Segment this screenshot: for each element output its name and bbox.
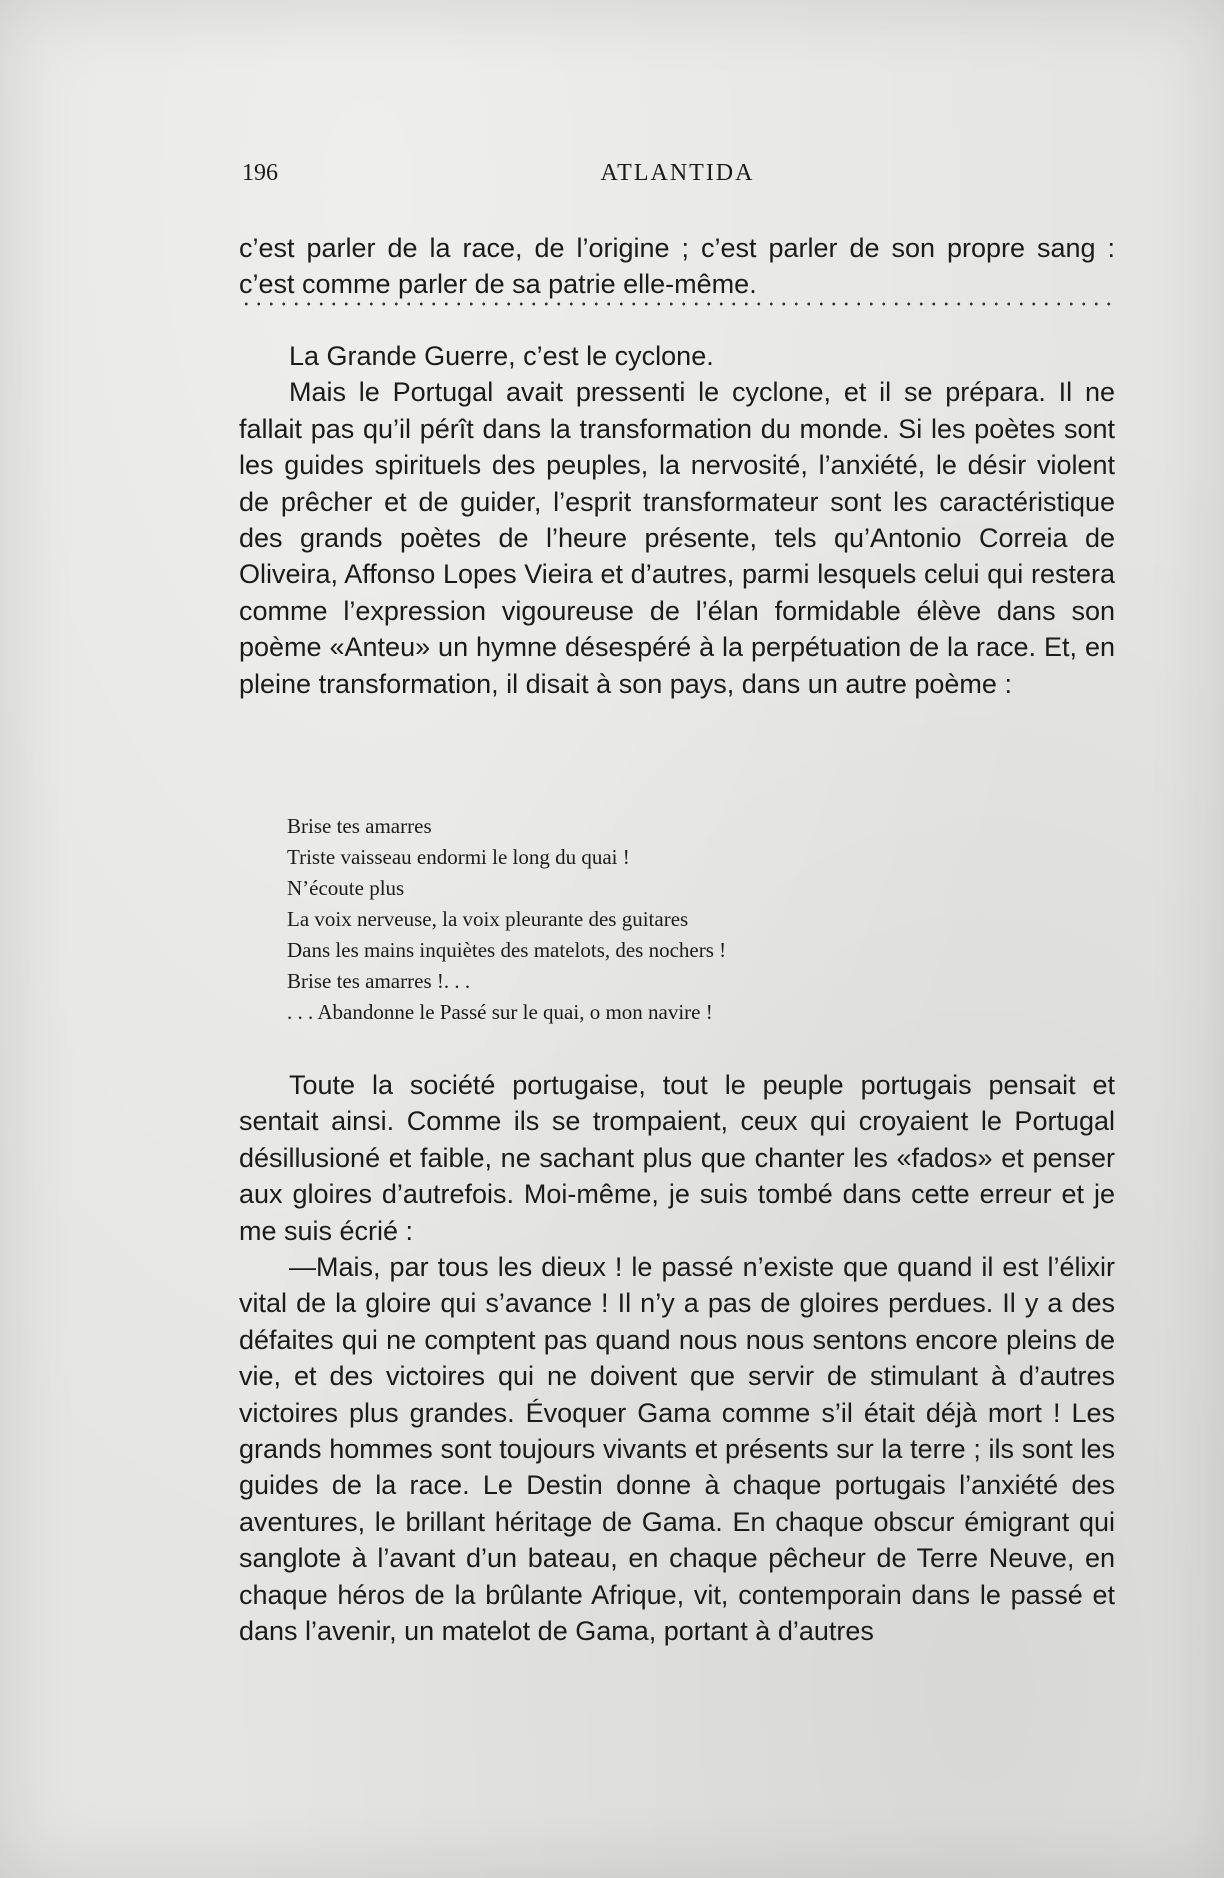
- paragraph-portugal: Mais le Portugal avait pressenti le cyclone, et il se prépara. Il ne fallait pas qu’il pérît dans la transformation du monde. Si les poètes sont les guides spirituels des peuples, la nervosité, l’anxiété, le désir violent de prêcher et de guider, l’esprit transformateur sont les caractéristique des grands poètes de l’heure présente, tels qu’Antonio Correia de Oliveira, Affonso Lopes Vieira et d’autres, parmi lesquels celui qui restera comme l’expression vigoureuse de l’élan formidable élève dans son poème «Anteu» un hymne désespéré à la perpétuation de la race. Et, en pleine transformation, il disait à son pays, dans un autre poème :: [239, 377, 1115, 699]
- page-header: [240, 160, 1115, 196]
- poem-quotation: [287, 811, 987, 1028]
- paragraph-societe: Toute la société portugaise, tout le peuple portugais pensait et sentait ainsi. Comme ils se trompaient, ceux qui croyaient le Portugal désillusioné et faible, ne sachant plus que chanter les «fados» et penser aux gloires d’autrefois. Moi-même, je suis tombé dans cette erreur et je me suis écrié :: [239, 1070, 1115, 1246]
- closing-text-section: [239, 1067, 1115, 1650]
- running-title: ATLANTIDA: [600, 160, 755, 186]
- poem-line: . . . Abandonne le Passé sur le quai, o mon navire !: [287, 1000, 713, 1024]
- paragraph-continuation: c’est parler de la race, de l’origine ; c’est parler de son propre sang : c’est comme parler de sa patrie elle-même.: [239, 233, 1115, 300]
- paragraph-grande-guerre: La Grande Guerre, c’est le cyclone.: [289, 341, 714, 371]
- poem-line: Triste vaisseau endormi le long du quai !: [287, 845, 630, 869]
- dotted-separator: [240, 302, 1116, 306]
- poem-line: La voix nerveuse, la voix pleurante des guitares: [287, 907, 689, 931]
- opening-paragraph: [239, 230, 1115, 303]
- poem-line: N’écoute plus: [287, 876, 405, 900]
- paragraph-exclamation: —Mais, par tous les dieux ! le passé n’existe que quand il est l’élixir vital de la gloire qui s’avance ! Il n’y a pas de gloires perdues. Il y a des défaites qui ne comptent pas quand nous nous sentons encore pleins de vie, et des victoires qui ne doivent que servir de stimulant à d’autres victoires plus grandes. Évoquer Gama comme s’il était déjà mort ! Les grands hommes sont toujours vivants et présents sur la terre ; ils sont les guides de la race. Le Destin donne à chaque portugais l’anxiété des aventures, le brillant héritage de Gama. En chaque obscur émigrant qui sanglote à l’avant d’un bateau, en chaque pêcheur de Terre Neuve, en chaque héros de la brûlante Afrique, vit, contemporain dans le passé et dans l’avenir, un matelot de Gama, portant à d’autres: [239, 1252, 1115, 1647]
- main-text-section: [239, 338, 1115, 702]
- poem-line: Dans les mains inquiètes des matelots, des nochers !: [287, 938, 727, 962]
- poem-line: Brise tes amarres: [287, 814, 432, 838]
- page-number: 196: [242, 160, 278, 186]
- poem-line: Brise tes amarres !. . .: [287, 969, 471, 993]
